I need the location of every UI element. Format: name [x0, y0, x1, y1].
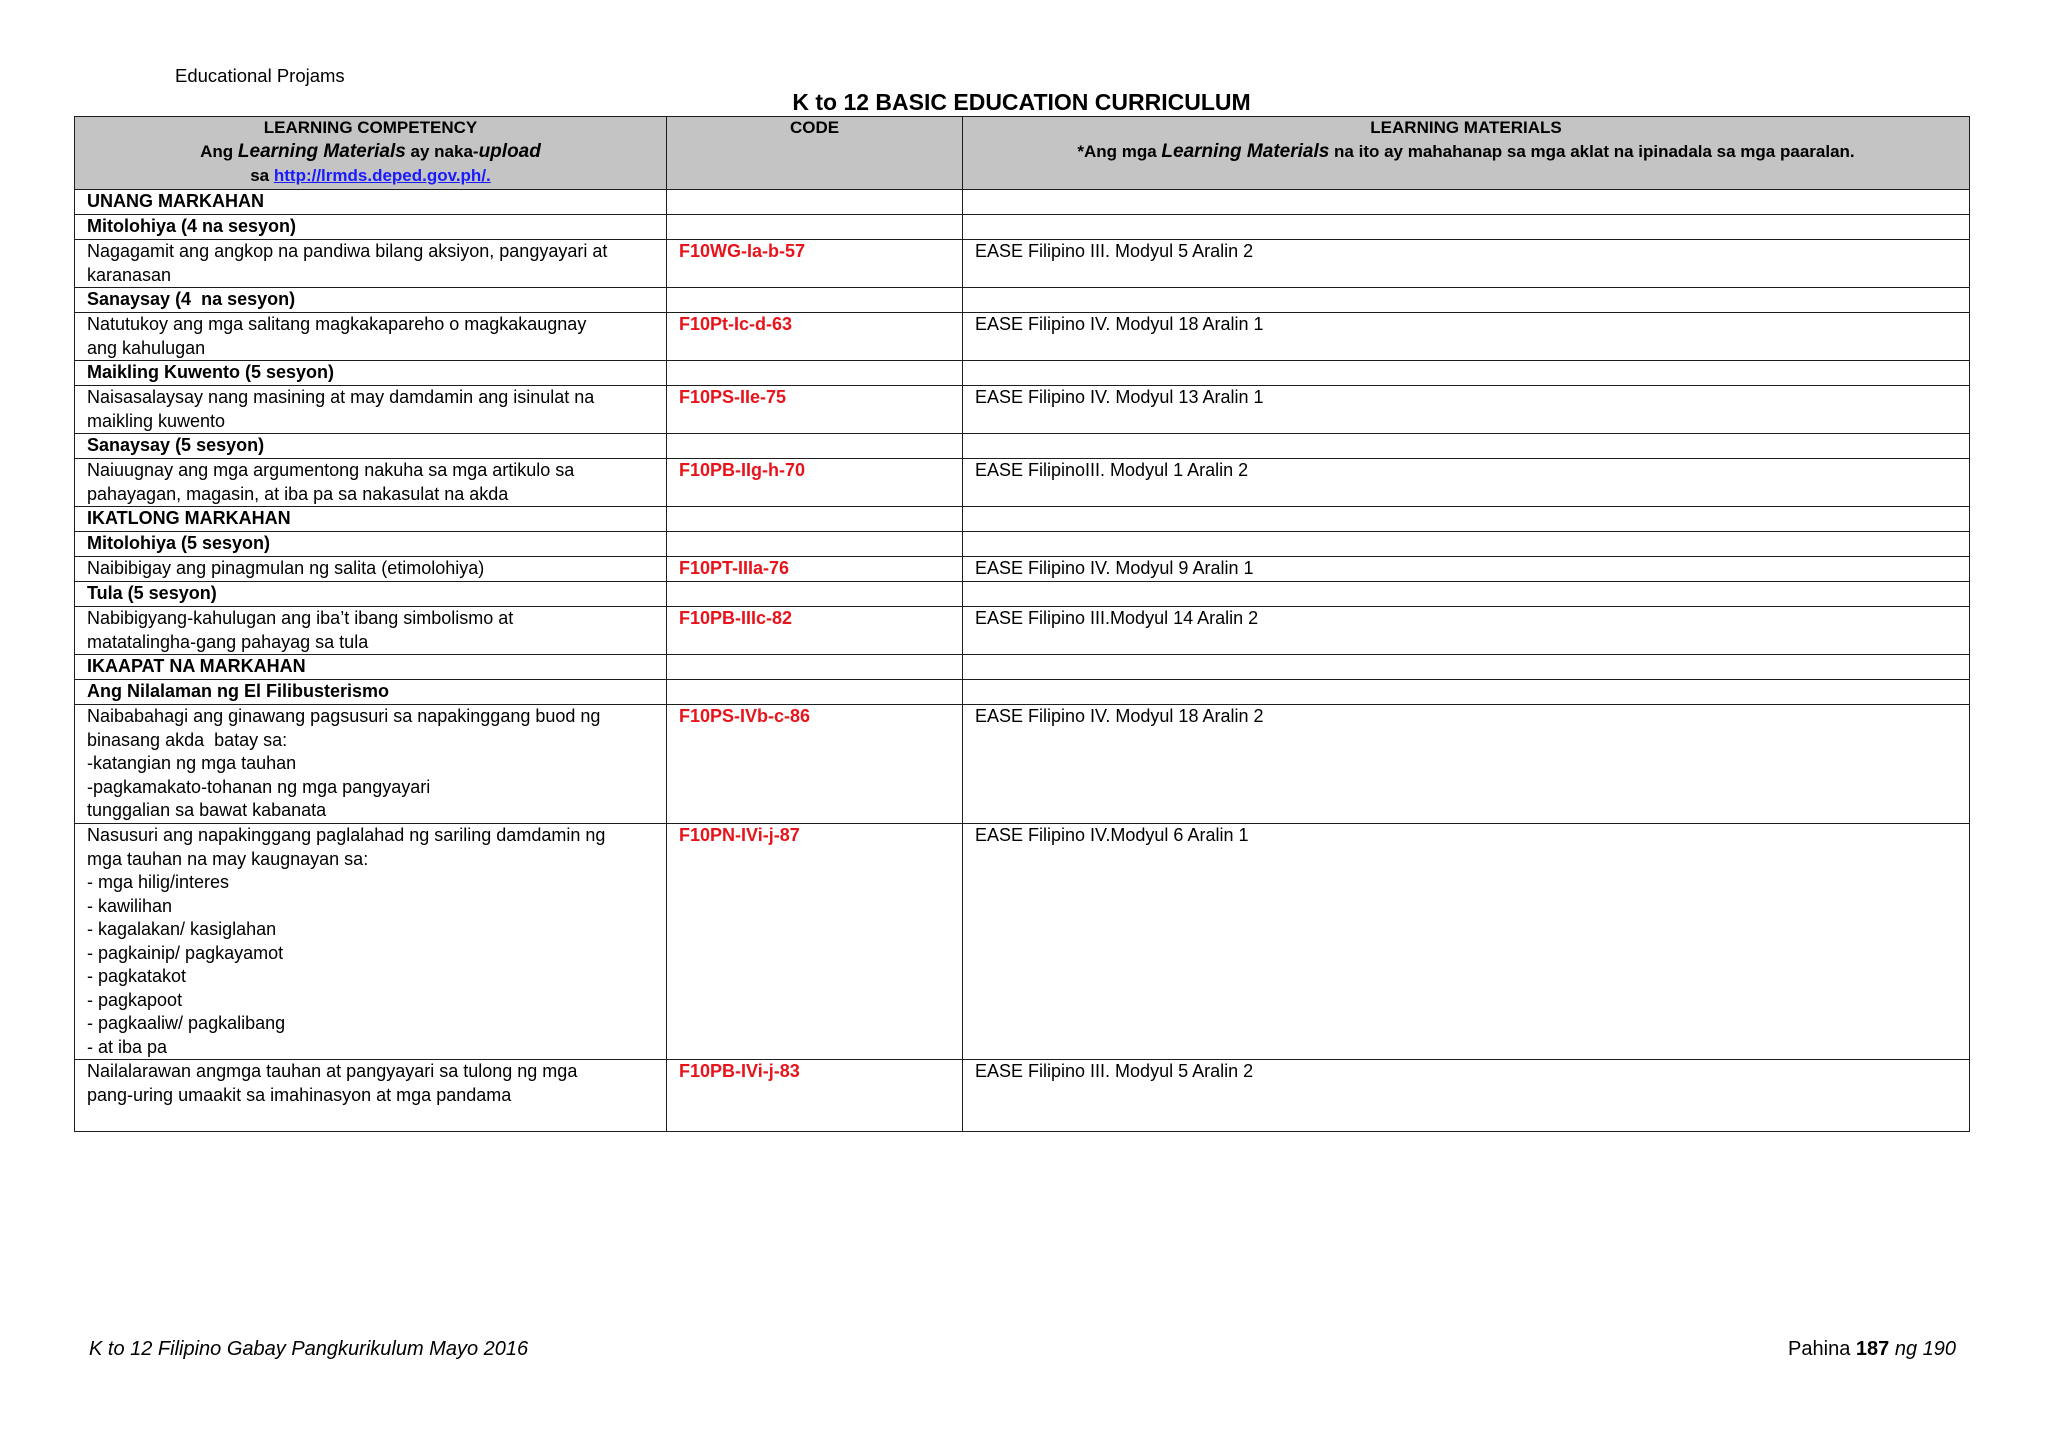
- materials-cell: [963, 434, 1970, 459]
- quarter-row: [75, 190, 1970, 215]
- quarter-row: [75, 507, 1970, 532]
- code-cell: [667, 215, 963, 240]
- materials-cell: EASE Filipino IV. Modyul 9 Aralin 1: [963, 557, 1970, 582]
- quarter-heading: UNANG MARKAHAN: [75, 190, 667, 215]
- materials-cell: [963, 190, 1970, 215]
- competency-row: [75, 240, 1970, 288]
- topic-heading: Maikling Kuwento (5 sesyon): [75, 361, 667, 386]
- competency-cell: Naisasalaysay nang masining at may damdamin ang isinulat na maikling kuwento: [75, 386, 667, 434]
- page-label: Pahina: [1788, 1338, 1856, 1360]
- code-cell: F10PB-IIIc-82: [667, 607, 963, 655]
- code-cell: F10PS-IIe-75: [667, 386, 963, 434]
- quarter-heading: IKAAPAT NA MARKAHAN: [75, 655, 667, 680]
- competency-header-note: [83, 139, 658, 165]
- note-text: na ito ay mahahanap sa mga aklat na ipinadala sa mga paaralan.: [1329, 142, 1855, 161]
- topic-row: [75, 215, 1970, 240]
- code-cell: F10PN-IVi-j-87: [667, 824, 963, 1060]
- page-number: [1788, 1336, 1956, 1362]
- note-emphasis: Learning Materials: [1161, 141, 1330, 162]
- code-cell: [667, 532, 963, 557]
- materials-cell: EASE Filipino IV.Modyul 6 Aralin 1: [963, 824, 1970, 1060]
- competency-header: [75, 117, 667, 190]
- topic-heading: Ang Nilalaman ng El Filibusterismo: [75, 680, 667, 705]
- code-header-title: CODE: [789, 118, 840, 137]
- code-cell: F10PB-IIg-h-70: [667, 459, 963, 507]
- competency-header-title: LEARNING COMPETENCY: [263, 118, 478, 137]
- competency-cell: Nagagamit ang angkop na pandiwa bilang aksiyon, pangyayari at karanasan: [75, 240, 667, 288]
- materials-cell: EASE Filipino III.Modyul 14 Aralin 2: [963, 607, 1970, 655]
- competency-cell: Nabibigyang-kahulugan ang iba’t ibang simbolismo at matatalingha-gang pahayag sa tula: [75, 607, 667, 655]
- code-cell: [667, 680, 963, 705]
- materials-cell: [963, 532, 1970, 557]
- materials-cell: EASE Filipino IV. Modyul 18 Aralin 2: [963, 705, 1970, 824]
- materials-cell: [963, 582, 1970, 607]
- competency-row: [75, 313, 1970, 361]
- topic-row: [75, 680, 1970, 705]
- competency-row: [75, 459, 1970, 507]
- code-cell: F10PS-IVb-c-86: [667, 705, 963, 824]
- materials-cell: [963, 680, 1970, 705]
- materials-cell: [963, 655, 1970, 680]
- competency-row: [75, 607, 1970, 655]
- code-cell: F10WG-Ia-b-57: [667, 240, 963, 288]
- materials-cell: [963, 361, 1970, 386]
- code-cell: F10PB-IVi-j-83: [667, 1060, 963, 1132]
- code-cell: [667, 361, 963, 386]
- materials-cell: EASE Filipino IV. Modyul 18 Aralin 1: [963, 313, 1970, 361]
- table-header-row: [75, 117, 1970, 190]
- topic-heading: Tula (5 sesyon): [75, 582, 667, 607]
- materials-cell: EASE Filipino III. Modyul 5 Aralin 2: [963, 1060, 1970, 1132]
- quarter-heading: IKATLONG MARKAHAN: [75, 507, 667, 532]
- competency-row: [75, 824, 1970, 1060]
- code-cell: [667, 190, 963, 215]
- competency-row: [75, 1060, 1970, 1132]
- topic-row: [75, 434, 1970, 459]
- topic-row: [75, 288, 1970, 313]
- code-cell: [667, 288, 963, 313]
- competency-row: [75, 557, 1970, 582]
- materials-cell: EASE Filipino IV. Modyul 13 Aralin 1: [963, 386, 1970, 434]
- code-header: [667, 117, 963, 190]
- quarter-row: [75, 655, 1970, 680]
- topic-heading: Sanaysay (5 sesyon): [75, 434, 667, 459]
- code-cell: [667, 655, 963, 680]
- materials-cell: EASE Filipino III. Modyul 5 Aralin 2: [963, 240, 1970, 288]
- competency-cell: Naiuugnay ang mga argumentong nakuha sa mga artikulo sa pahayagan, magasin, at iba pa sa nakasulat na akda: [75, 459, 667, 507]
- competency-header-link-line: [83, 165, 658, 187]
- materials-header-title: LEARNING MATERIALS: [1370, 118, 1562, 137]
- code-cell: F10PT-IIIa-76: [667, 557, 963, 582]
- topic-heading: Mitolohiya (4 na sesyon): [75, 215, 667, 240]
- competency-cell: Nailalarawan angmga tauhan at pangyayari sa tulong ng mga pang-uring umaakit sa imahinasyon at mga pandama: [75, 1060, 667, 1132]
- materials-header: [963, 117, 1970, 190]
- competency-cell: Naibibigay ang pinagmulan ng salita (etimolohiya): [75, 557, 667, 582]
- note-text: *Ang mga: [1077, 142, 1162, 161]
- competency-cell: Natutukoy ang mga salitang magkakapareho o magkakaugnay ang kahulugan: [75, 313, 667, 361]
- note-text: sa: [250, 166, 274, 185]
- topic-heading: Mitolohiya (5 sesyon): [75, 532, 667, 557]
- footer-document-name: K to 12 Filipino Gabay Pangkurikulum Mayo 2016: [89, 1338, 529, 1360]
- materials-header-note: [971, 139, 1961, 165]
- lrmds-link[interactable]: http://lrmds.deped.gov.ph/.: [273, 166, 491, 185]
- note-text: ay naka-: [405, 142, 479, 161]
- materials-cell: EASE FilipinoIII. Modyul 1 Aralin 2: [963, 459, 1970, 507]
- materials-cell: [963, 288, 1970, 313]
- note-emphasis: Learning Materials: [237, 141, 406, 162]
- curriculum-table: [74, 116, 1970, 1132]
- materials-cell: [963, 215, 1970, 240]
- competency-row: [75, 705, 1970, 824]
- current-page: 187: [1855, 1338, 1890, 1360]
- topic-row: [75, 361, 1970, 386]
- materials-cell: [963, 507, 1970, 532]
- note-emphasis: upload: [478, 141, 541, 162]
- topic-row: [75, 582, 1970, 607]
- code-cell: F10Pt-Ic-d-63: [667, 313, 963, 361]
- topic-row: [75, 532, 1970, 557]
- code-cell: [667, 434, 963, 459]
- code-cell: [667, 507, 963, 532]
- competency-cell: Naibabahagi ang ginawang pagsusuri sa napakinggang buod ng binasang akda batay sa: -katangian ng mga tauhan -pagkamakato-tohanan ng mga pangyayari tunggalian sa bawat kabanata: [75, 705, 667, 824]
- document-title: K to 12 BASIC EDUCATION CURRICULUM: [792, 89, 1251, 115]
- total-pages: ng 190: [1889, 1338, 1956, 1360]
- competency-row: [75, 386, 1970, 434]
- topic-heading: Sanaysay (4 na sesyon): [75, 288, 667, 313]
- code-cell: [667, 582, 963, 607]
- note-text: Ang: [200, 142, 238, 161]
- watermark-text: Educational Projams: [175, 65, 345, 86]
- competency-cell: Nasusuri ang napakinggang paglalahad ng sariling damdamin ng mga tauhan na may kaugnayan sa: - mga hilig/interes - kawilihan - kagalakan/ kasiglahan - pagkainip/ pagkayamot - pagkatakot - pagkapoot - pagkaaliw/ pagkalibang - at iba pa: [75, 824, 667, 1060]
